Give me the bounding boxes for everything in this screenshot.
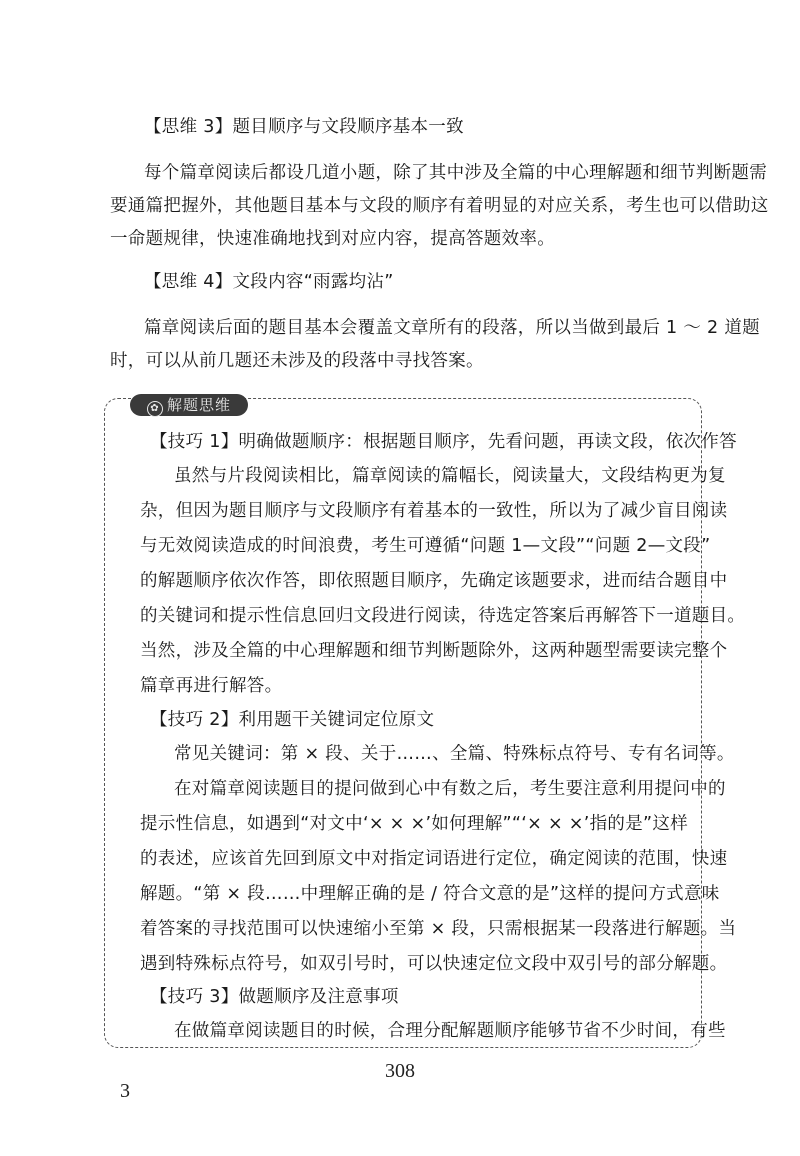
paragraph-line: 一命题规律，快速准确地找到对应内容，提高答题效率。 [110, 229, 555, 249]
section-heading-thinking-3: 【思维 3】题目顺序与文段顺序基本一致 [144, 117, 464, 137]
tip-line: 的表述，应该首先回到原文中对指定词语进行定位，确定阅读的范围，快速 [140, 849, 728, 869]
tip-line: 提示性信息，如遇到“对文中‘× × ×’如何理解”“‘× × ×’指的是”这样 [140, 814, 688, 834]
paragraph-line: 时，可以从前几题还未涉及的段落中寻找答案。 [110, 351, 484, 371]
section-heading-thinking-4: 【思维 4】文段内容“雨露均沾” [144, 272, 394, 292]
paragraph-line: 每个篇章阅读后都设几道小题，除了其中涉及全篇的中心理解题和细节判断题需 [144, 163, 767, 183]
tip-line: 杂，但因为题目顺序与文段顺序有着基本的一致性，所以为了减少盲目阅读 [140, 501, 728, 521]
paragraph-line: 篇章阅读后面的题目基本会覆盖文章所有的段落，所以当做到最后 1 ～ 2 道题 [144, 318, 760, 338]
tip-heading-1: 【技巧 1】明确做题顺序：根据题目顺序，先看问题，再读文段，依次作答 [150, 432, 737, 452]
tips-badge [130, 394, 248, 416]
tip-heading-2: 【技巧 2】利用题干关键词定位原文 [150, 710, 435, 730]
tip-line: 常见关键词：第 × 段、关于……、全篇、特殊标点符号、专有名词等。 [174, 744, 735, 764]
page-number: 308 [385, 1060, 415, 1082]
tip-line: 着答案的寻找范围可以快速缩小至第 × 段，只需根据某一段落进行解题。当 [140, 919, 737, 939]
paragraph-line: 要通篇把握外，其他题目基本与文段的顺序有着明显的对应关系，考生也可以借助这 [110, 196, 769, 216]
tip-line: 解题。“第 × 段……中理解正确的是 / 符合文意的是”这样的提问方式意味 [140, 884, 720, 904]
tip-line: 与无效阅读造成的时间浪费，考生可遵循“问题 1—文段”“问题 2—文段” [140, 536, 711, 556]
tips-badge-label: 解题思维 [166, 396, 231, 414]
tip-line: 篇章再进行解答。 [140, 676, 283, 696]
tip-line: 在对篇章阅读题目的提问做到心中有数之后，考生要注意利用提问中的 [174, 779, 726, 799]
flower-icon: ✿ [147, 401, 163, 417]
tip-line: 在做篇章阅读题目的时候，合理分配解题顺序能够节省不少时间，有些 [174, 1021, 726, 1041]
tip-line: 的解题顺序依次作答，即依照题目顺序，先确定该题要求，进而结合题目中 [140, 571, 728, 591]
tip-line: 遇到特殊标点符号，如双引号时，可以快速定位文段中双引号的部分解题。 [140, 954, 728, 974]
corner-mark: 3 [120, 1080, 130, 1102]
tip-line: 的关键词和提示性信息回归文段进行阅读，待选定答案后再解答下一道题目。 [140, 606, 746, 626]
tip-line: 虽然与片段阅读相比，篇章阅读的篇幅长，阅读量大，文段结构更为复 [174, 466, 726, 486]
tip-line: 当然，涉及全篇的中心理解题和细节判断题除外，这两种题型需要读完整个 [140, 641, 728, 661]
tip-heading-3: 【技巧 3】做题顺序及注意事项 [150, 987, 399, 1007]
